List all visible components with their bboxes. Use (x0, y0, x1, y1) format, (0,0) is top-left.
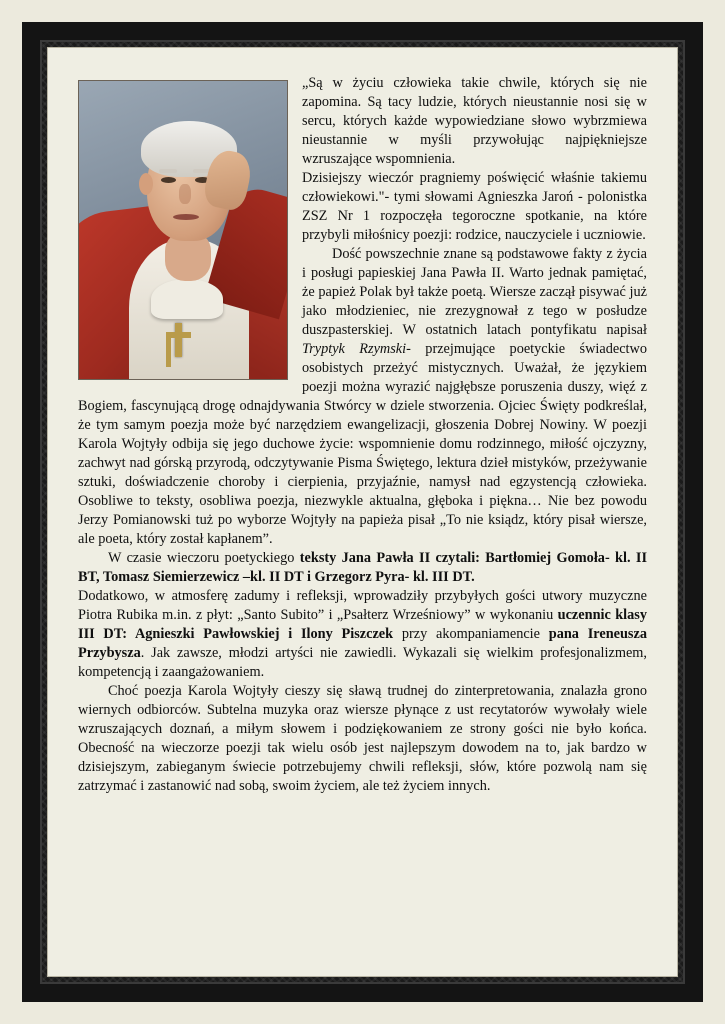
article-body (78, 74, 647, 956)
portrait-john-paul-ii (78, 80, 288, 380)
music-lead-in: Dodatkowo, w atmosferę zadumy i refleksji, wprowadziły przybyłych gości utwory muzyczne Piotra Rubika m.in. z płyt: „Santo Subito” i „Psałterz Wrześniowy” w wykonaniu (78, 588, 647, 623)
accompanist-name: pana Ireneusza Przybysza (78, 626, 647, 661)
readers-names: teksty Jana Pawła II czytali: Bartłomiej Gomoła- kl. II BT, Tomasz Siemierzewicz –kl. II DT i Grzegorz Pyra- kl. III DT. (78, 550, 648, 585)
work-title: Tryptyk Rzymski (302, 341, 407, 357)
paragraph-facts-text-cont: - przejmujące poetyckie świadectwo osobistych przeżyć mistycznych. Uważał, że językiem poezji można wyrazić najgłębsze poruszenia duszy, więź z Bogiem, fascynującą drogę odnajdywania Stwórcy w dziele stworzenia. Ojciec Święty podkreślał, że tym samym poezja może być narzędziem ewangelizacji, głoszenia Dobrej Nowiny. W poezji Karola Wojtyły odbija się jego duchowe życie: wspomnienie domu rodzinnego, miłość ojczyzny, zachwyt nad górską przyrodą, odczytywanie Pisma Świętego, lektura dzieł mistyków, przeżywanie sztuki, doświadczenie choroby i cierpienia, przyjaźnie, namysł nad egzystencją człowieka. Osobliwe to teksty, osobliwa poezja, niezwykle aktualna, głęboka i piękna… Nie bez powodu Jerzy Pomianowski tuż po wyborze Wojtyły na papieża pisał „To nie ksiądz, który pisał wiersze, ale poeta, który został kapłanem”. (78, 341, 648, 547)
music-mid: przy akompaniamencie (393, 626, 549, 642)
paragraph-intro-speaker: Dzisiejszy wieczór pragniemy poświęcić właśnie takiemu człowiekowi."- tymi słowami Agnieszka Jaroń - polonistka ZSZ Nr 1 rozpoczęła tegoroczne spotkanie, na które przybyli miłośnicy poezji: rodzice, nauczyciele i uczniowie. (302, 170, 647, 243)
paragraph-closing: Choć poezja Karola Wojtyły cieszy się sławą trudnej do zinterpretowania, znalazła grono wiernych odbiorców. Subtelna muzyka oraz wiersze płynące z ust recytatorów wywołały wiele wzruszających doznań, a miłym słowem i podziękowaniem ze strony gości nie było końca. Obecność na wieczorze poezji tak wielu osób jest najlepszym dowodem na to, jak bardzo w dzisiejszym, zabieganym świecie potrzebujemy chwili refleksji, słów, które pozwolą nam się zatrzymać i zastanowić nad sobą, swoim życiem, ale też życiem innych. (78, 683, 647, 794)
paragraph-facts-text: Dość powszechnie znane są podstawowe fakty z życia i posługi papieskiej Jana Pawła II. Warto jednak pamiętać, że papież Polak był także poetą. Wiersze zaczął pisywać już jako młodzieniec, nie zrezygnował z tego w posłudze duszpasterskiej. W ostatnich latach pontyfikatu napisał (302, 246, 647, 338)
readers-lead-in: W czasie wieczoru poetyckiego (108, 550, 300, 566)
decorative-frame-outer (22, 22, 703, 1002)
performers-names: uczennic klasy III DT: Agnieszki Pawłowskiej i Ilony Piszczek (78, 607, 647, 642)
paragraph-music (78, 587, 647, 682)
paragraph-readers (78, 549, 647, 587)
decorative-frame-inner (48, 48, 677, 976)
music-end: . Jak zawsze, młodzi artyści nie zawiedli. Wykazali się wielkim profesjonalizmem, kompetencją i zaangażowaniem. (78, 645, 647, 680)
paragraph-quote-opening: „Są w życiu człowieka takie chwile, których się nie zapomina. Są tacy ludzie, których nieustannie nosi się w sercu, których każde wypowiedziane słowo wybrzmiewa nieustannie w myśli przywołując najpiękniejsze wzruszające wspomnienia. (302, 75, 647, 167)
